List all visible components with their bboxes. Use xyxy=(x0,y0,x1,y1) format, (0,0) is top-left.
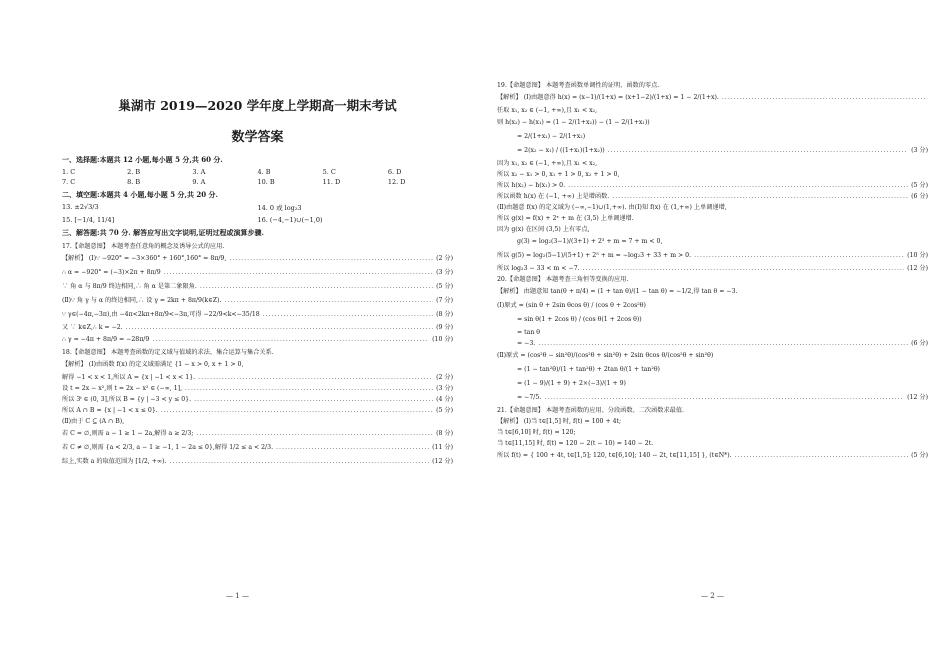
solution-line: 综上,实数 a 的取值范围为 [1/2, +∞). ..... (12 分) xyxy=(62,455,453,469)
score-mark: (2 分) xyxy=(436,374,453,381)
solution-line: 又 ∵ k∈Z,∴ k = −2. ..... (9 分) xyxy=(62,322,453,333)
solution-line: = (1 − tan²θ)/(1 + tan²θ) + 2tan θ/(1 + tan²θ) xyxy=(517,366,660,373)
section-choice-heading: 一、选择题:本题共 12 小题,每小题 5 分,共 60 分. xyxy=(62,155,223,164)
solution-line: ∵ γ∈(−4π,−3π),由 −4π<2kπ+8π/9<−3π,可得 −22/9<k<−35/18 ..... (8 分) xyxy=(62,308,453,322)
choice-answer: 7. C xyxy=(62,178,76,186)
score-mark: (12 分) xyxy=(432,458,453,465)
choice-answers-grid xyxy=(62,168,453,186)
solution-line: 【解析】 (Ⅰ)由题意得 h(x) = (x−1)/(1+x) = (x+1−2)/(1+x) = 1 − 2/(1+x). ..... xyxy=(497,91,928,105)
page-number: — 1 — xyxy=(226,592,249,600)
score-mark: (12 分) xyxy=(907,265,928,272)
choice-answer: 10. B xyxy=(257,178,275,186)
solution-line: 因为 g(x) 在区间 (3,5) 上有零点, xyxy=(497,226,590,233)
fill-answers-grid xyxy=(62,203,453,224)
choice-answer: 4. B xyxy=(257,168,271,176)
solution-line: 所以 log₂3 − 33 < m < −7. ..... (12 分) xyxy=(497,263,928,274)
solution-line: g(3) = log₂(3−1)/(3+1) + 2³ + m = 7 + m < 0, xyxy=(517,238,663,245)
solution-line: 解得 −1 < x < 1,所以 A = {x | −1 < x < 1}. ..... (2 分) xyxy=(62,372,453,383)
solution-line: 则 h(x₂) − h(x₁) = (1 − 2/(1+x₂)) − (1 − 2/(1+x₁)) xyxy=(497,119,650,126)
score-mark: (7 分) xyxy=(436,297,453,304)
solution-line: = −3. ..... (6 分) xyxy=(497,338,928,349)
solution-line: 所以 x₂ − x₁ > 0, x₁ + 1 > 0, x₂ + 1 > 0, xyxy=(497,171,620,178)
choice-answer: 6. D xyxy=(387,168,402,176)
choice-answer: 8. B xyxy=(127,178,141,186)
solution-line: 【解析】 (Ⅰ)∵ −920° = −3×360° + 160°,160° = 8π/9, ..... (2 分) xyxy=(62,252,453,266)
solution-line: = sin θ(1 + 2cos θ) / (cos θ(1 + 2cos θ)) xyxy=(517,316,642,323)
solution-line: = 2(x₂ − x₁) / ((1+x₁)(1+x₂)) ..... (3 分) xyxy=(497,144,928,158)
solution-line: (Ⅱ)由于 C ⊆ (A ∩ B), xyxy=(62,418,125,425)
solution-line: ∴ γ = −4π + 8π/9 = −28π/9 ..... (10 分) xyxy=(62,333,453,347)
choice-answer: 2. B xyxy=(127,168,141,176)
choice-answer: 5. C xyxy=(322,168,336,176)
solution-line: 18.【命题意图】 本题考查函数的定义域与值域的求法、集合运算与集合关系. xyxy=(62,349,274,356)
solution-line: 19.【命题意图】 本题考查函数单调性的证明、函数的零点. xyxy=(497,82,660,89)
solution-line: 所以 g(5) = log₂(5−1)/(5+1) + 2⁵ + m = −log₂3 + 33 + m > 0. ..... (10 分) xyxy=(497,249,928,263)
score-mark: (5 分) xyxy=(436,407,453,414)
fill-answer: 16. (−4,−1)∪(−1,0) xyxy=(257,216,323,224)
score-mark: (8 分) xyxy=(436,430,453,437)
fill-answer: 14. 0 或 log₂3 xyxy=(257,204,302,212)
score-mark: (10 分) xyxy=(432,336,453,343)
question-19 xyxy=(497,80,928,274)
solution-line: = 2/(1+x₁) − 2/(1+x₂) xyxy=(517,133,586,140)
solution-line: ∴ α = −920° = (−3)×2π + 8π/9 ..... (3 分) xyxy=(62,266,453,280)
solution-line: 【解析】 (Ⅰ)由函数 f(x) 的定义域需满足 {1 − x > 0, x + 1 > 0, xyxy=(62,361,244,368)
solution-line: 【解析】 由题意知 tan(θ + π/4) = (1 + tan θ)/(1 − tan θ) = −1/2,得 tan θ = −3. xyxy=(497,288,738,295)
solution-line: = −7/5. ..... (12 分) xyxy=(497,391,928,405)
score-mark: (3 分) xyxy=(911,147,928,154)
fill-answer: 13. ±2√3/3 xyxy=(62,203,99,211)
solution-line: 当 t∈[11,15] 时, f(t) = 120 − 2(t − 10) = 140 − 2t. xyxy=(497,440,654,447)
score-mark: (2 分) xyxy=(436,255,453,262)
solution-line: (Ⅱ)∵ 角 γ 与 α 的终边相同,∴ 设 γ = 2kπ + 8π/9(k∈Z). ..... (7 分) xyxy=(62,294,453,308)
solution-line: 因为 x₁, x₂ ∈ (−1, +∞),且 x₁ < x₂, xyxy=(497,160,598,167)
solution-line: (Ⅱ)原式 = (cos²θ − sin²θ)/(cos²θ + sin²θ) + 2sin θcos θ/(cos²θ + sin²θ) xyxy=(497,352,714,359)
solution-line: = tan θ xyxy=(517,329,541,336)
score-mark: (5 分) xyxy=(436,283,453,290)
answer-page-2 xyxy=(475,0,950,672)
solution-line: 17.【命题意图】 本题考查任意角的概念及诱导公式的应用. xyxy=(62,243,225,250)
solution-line: ∵ 角 α 与 8π/9 终边相同,∴ 角 α 是第二象限角. ..... (5 分) xyxy=(62,280,453,294)
score-mark: (3 分) xyxy=(436,385,453,392)
solution-line: (Ⅱ)由题意 f(x) 的定义域为 (−∞,−1)∪(1,+∞). 由(Ⅰ)知 f(x) 在 (1,+∞) 上单调递增, xyxy=(497,204,727,211)
solution-line: 所以 h(x₂) − h(x₁) > 0. ..... (5 分) xyxy=(497,180,928,191)
solution-line: 所以 g(x) = f(x) + 2ˣ + m 在 (3,5) 上单调递增. xyxy=(497,215,634,222)
score-mark: (4 分) xyxy=(436,396,453,403)
score-mark: (5 分) xyxy=(911,182,928,189)
score-mark: (10 分) xyxy=(907,252,928,259)
question-17 xyxy=(62,241,453,347)
choice-answer: 12. D xyxy=(387,178,406,186)
question-21 xyxy=(497,405,928,463)
choice-answer: 9. A xyxy=(192,178,206,186)
section-solution-heading: 三、解答题:共 70 分. 解答应写出文字说明,证明过程或演算步骤. xyxy=(62,228,264,237)
solution-line: = (1 − 9)/(1 + 9) + 2×(−3)/(1 + 9) xyxy=(517,380,626,387)
solution-line: 所以 3ᵗ ∈ (0, 3],所以 B = {y | −3 < y ≤ 0}. ..... (4 分) xyxy=(62,394,453,405)
solution-line: 21.【命题意图】 本题考查函数的应用、分段函数、二次函数求最值. xyxy=(497,407,685,414)
answer-subtitle: 数学答案 xyxy=(231,130,284,145)
exam-title: 巢湖市 2019—2020 学年度上学期高一期末考试 xyxy=(118,98,397,113)
score-mark: (6 分) xyxy=(911,340,928,347)
choice-answer: 11. D xyxy=(322,178,341,186)
solution-line: 任取 x₁, x₂ ∈ (−1, +∞),且 x₁ < x₂, xyxy=(497,107,598,114)
fill-answer: 15. [−1/4, 11/4] xyxy=(62,216,115,224)
score-mark: (12 分) xyxy=(907,394,928,401)
section-fill-heading: 二、填空题:本题共 4 小题,每小题 5 分,共 20 分. xyxy=(62,190,218,199)
score-mark: (5 分) xyxy=(911,452,928,459)
score-mark: (11 分) xyxy=(432,444,453,451)
solution-line: 所以 f(t) = { 100 + 4t, t∈[1,5]; 120, t∈[6,10]; 140 − 2t, t∈[11,15] }, (t∈N*). ..... (5 分) xyxy=(497,449,928,463)
solution-line: 若 C ≠ ∅,则需 {a < 2/3, a − 1 ≥ −1, 1 − 2a ≤ 0},解得 1/2 ≤ a < 2/3. ..... (11 分) xyxy=(62,441,453,455)
solution-line: 所以函数 h(x) 在 (−1, +∞) 上是增函数. ..... (6 分) xyxy=(497,191,928,202)
page-number: — 2 — xyxy=(701,592,724,600)
score-mark: (3 分) xyxy=(436,269,453,276)
solution-line: 所以 A ∩ B = {x | −1 < x ≤ 0}. ..... (5 分) xyxy=(62,405,453,416)
solution-line: 20.【命题意图】 本题考查三角恒等变换的应用. xyxy=(497,276,629,283)
score-mark: (9 分) xyxy=(436,324,453,331)
question-18 xyxy=(62,347,453,469)
solution-line: 若 C = ∅,则需 a − 1 ≥ 1 − 2a,解得 a ≥ 2/3; ..... (8 分) xyxy=(62,427,453,441)
score-mark: (6 分) xyxy=(911,193,928,200)
solution-line: 设 t = 2x − x²,则 t = 2x − x² ∈ (−∞, 1], ..... (3 分) xyxy=(62,383,453,394)
solution-line: 【解析】 (Ⅰ)当 t∈[1,5] 时, f(t) = 100 + 4t; xyxy=(497,418,622,425)
choice-answer: 3. A xyxy=(192,168,206,176)
score-mark: (8 分) xyxy=(436,311,453,318)
question-20 xyxy=(497,274,928,405)
solution-line: (Ⅰ)原式 = (sin θ + 2sin θcos θ) / (cos θ + 2cos²θ) xyxy=(497,302,646,309)
choice-answer: 1. C xyxy=(62,168,76,176)
solution-line: 当 t∈[6,10] 时, f(t) = 120; xyxy=(497,429,576,436)
